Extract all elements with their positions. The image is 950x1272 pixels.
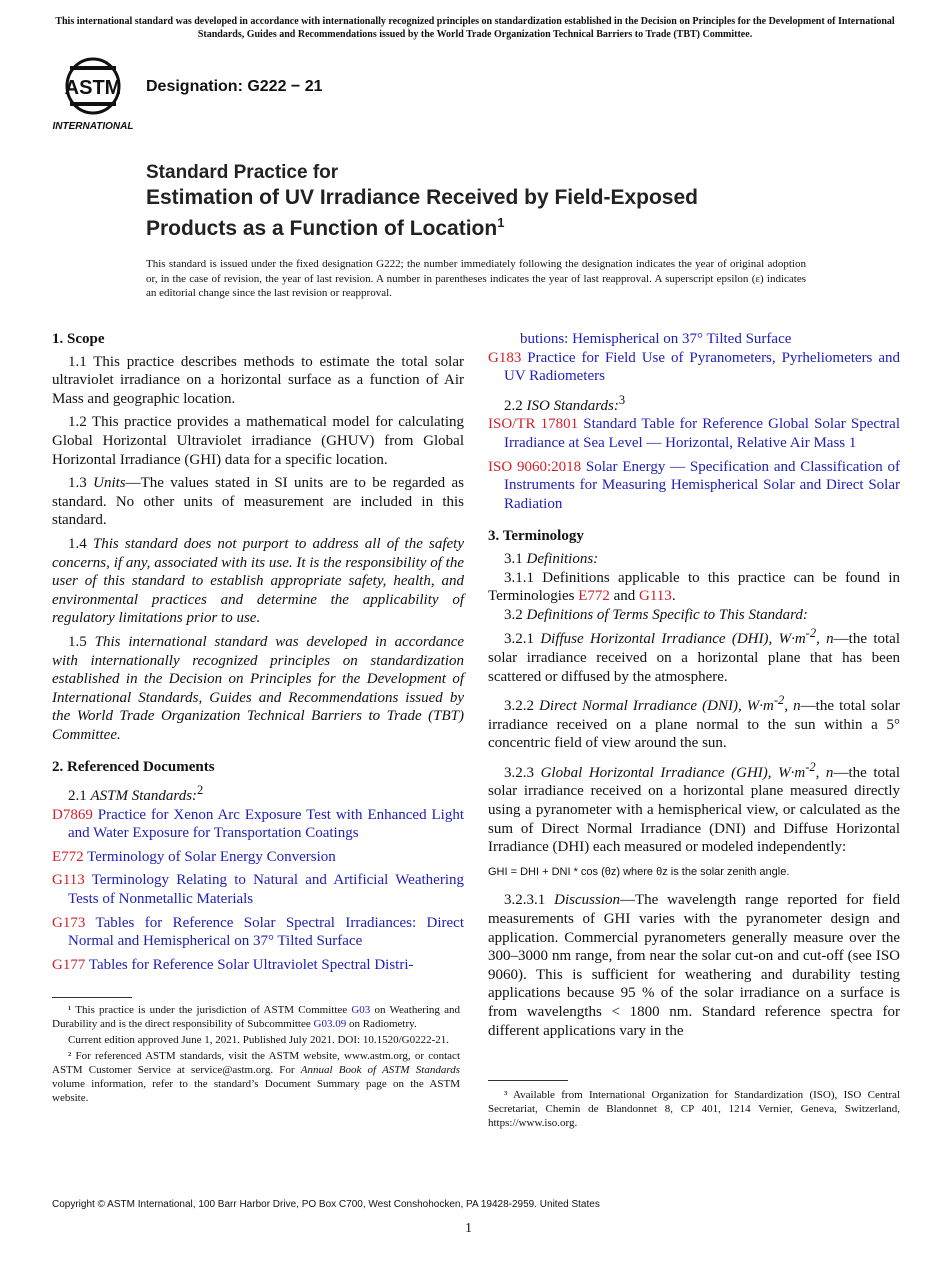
title-line-2: Estimation of UV Irradiance Received by Field-Exposed	[146, 186, 698, 209]
copyright: Copyright © ASTM International, 100 Barr Harbor Drive, PO Box C700, West Conshohocken, PA 19428-2959. United States	[52, 1199, 600, 1210]
para-text: —The values stated in SI units are to be regarded as standard. No other units of measurement are included in this standard.	[52, 475, 465, 529]
para-2-1	[52, 781, 464, 806]
para-2-2	[488, 391, 900, 416]
para-3-2-3: 3.2.3 Global Horizontal Irradiance (GHI), $W\cdot m^{-2}$, n—the total solar irradiance received on a horizontal plane measured directly using a pyranometer with a hemispherical view, or calculated as the sum of Direct Normal Irradiance (DNI) and Diffuse Horizontal Irradiance (DHI) each measured or modeled independently:	[488, 759, 900, 856]
ref-g173	[52, 914, 464, 951]
para-3-1: 3.1 Definitions:	[504, 550, 599, 567]
terminology-heading: 3. Terminology	[488, 528, 584, 545]
logo-sub: INTERNATIONAL	[52, 121, 134, 132]
ref-link-title[interactable]: Practice for Xenon Arc Exposure Test with Enhanced Light and Water Exposure for Transportation Coatings	[68, 806, 465, 842]
ref-link-title[interactable]: Tables for Reference Solar Ultraviolet Spectral Distri-	[88, 956, 414, 973]
astm-logo-icon	[52, 56, 134, 132]
para-1-5	[52, 633, 464, 745]
footnote-3-text: ³ Available from International Organization for Standardization (ISO), ISO Central Secretariat, Chemin de Blandonnet 8, CP 401, 1214 Vernier, Geneva, Switzerland, https://www.iso.org.	[488, 1089, 900, 1129]
iso-standards-label: ISO Standards:	[526, 397, 619, 414]
para-1-2: 1.2 This practice provides a mathematical model for calculating Global Horizontal Ultraviolet irradiance (GHUV) from Global Horizontal Irradiance (GHI) data for a specific location.	[52, 414, 464, 468]
title-footnote-mark: 1	[497, 215, 505, 230]
ref-g183	[488, 349, 900, 386]
para-num: 1.3	[68, 475, 94, 492]
footnote-edition: Current edition approved June 1, 2021. Published July 2021. DOI: 10.1520/G0222-21.	[68, 1034, 449, 1046]
refdocs-heading: 2. Referenced Documents	[52, 759, 215, 776]
ref-link-code[interactable]: G173	[52, 914, 86, 931]
ref-link-title[interactable]: Tables for Reference Solar Spectral Irradiances: Direct Normal and Hemispherical on 37° Tilted Surface	[68, 914, 464, 950]
para-1-3	[52, 474, 464, 530]
ref-iso-17801	[488, 415, 900, 452]
footnote-mark: 2	[197, 783, 204, 798]
para-num: 2.2	[504, 397, 527, 414]
footnote-3	[488, 1088, 900, 1132]
title-line-3: Products as a Function of Location	[146, 217, 498, 240]
footnote-rule-left	[52, 997, 132, 998]
tbt-text: This international standard was developed in accordance with internationally recognized principles on standardization established in the Decision on Principles for the Development of International Standards, Guides and Recommendations issued by the World Trade Organization Technical Barriers to Trade (TBT) Committee.	[52, 633, 465, 743]
ref-link-code[interactable]: ISO 9060:2018	[488, 458, 582, 475]
designation-intro: This standard is issued under the fixed designation G222; the number immediately following the designation indicates the year of original adoption or, in the case of revision, the year of last revision. A number in parentheses indicates the year of last reapproval. A superscript epsilon (ε) indicates an editorial change since the last revision or reapproval.	[146, 258, 806, 299]
ref-g177	[52, 956, 464, 975]
para-1-4	[52, 535, 464, 628]
para-3-2-1: 3.2.1 Diffuse Horizontal Irradiance (DHI), $W\cdot m^{-2}$, n—the total solar irradiance received on a horizontal plane that has been scattered or diffused by the atmosphere.	[488, 626, 900, 685]
footnote-1: ¹ This practice is under the jurisdiction of ASTM Committee G03 on Weathering and Durability and is the direct responsibility of Subcommittee G03.09 on Radiometry.	[52, 1004, 461, 1030]
g03-link[interactable]: G03	[351, 1004, 371, 1016]
para-num: 2.1	[68, 788, 91, 805]
footnote-2: ² For referenced ASTM standards, visit the ASTM website, www.astm.org, or contact ASTM Customer Service at service@astm.org. For Annual Book of ASTM Standards volume information, refer to the standard’s Document Summary page on the ASTM website.	[52, 1050, 460, 1104]
ref-link-code[interactable]: G183	[488, 349, 522, 366]
ref-link-title[interactable]: Terminology of Solar Energy Conversion	[87, 848, 336, 865]
para-3-1-1: 3.1.1 Definitions applicable to this practice can be found in Terminologies E772 and G113.	[488, 569, 900, 605]
ref-link-title[interactable]: Solar Energy — Specification and Classification of Instruments for Measuring Hemispherical Solar and Direct Solar Radiation	[504, 458, 901, 512]
ref-link-title[interactable]: Terminology Relating to Natural and Artificial Weathering Tests of Nonmetallic Materials	[68, 872, 464, 908]
e772-link[interactable]: E772	[578, 588, 610, 605]
logo-text: ASTM	[64, 77, 122, 99]
footnote-rule-right	[488, 1080, 568, 1081]
ref-e772	[52, 848, 464, 867]
title-line-1: Standard Practice for	[146, 162, 339, 183]
document-title	[146, 161, 866, 241]
ghi-formula: GHI = DHI + DNI * cos (θz) where θz is the solar zenith angle.	[488, 865, 790, 878]
tbt-notice: This international standard was developed in accordance with internationally recognized principles on standardization established in the Decision on Principles for the Development of International Standards, Guides and Recommendations issued by the World Trade Organization Technical Barriers to Trade (TBT) Committee.	[55, 16, 895, 40]
astm-logo	[52, 56, 134, 132]
annual-book-title: Annual Book of ASTM Standards	[300, 1064, 460, 1076]
g113-link[interactable]: G113	[639, 588, 672, 605]
ref-link-code[interactable]: G113	[52, 872, 85, 889]
ref-link-code[interactable]: G177	[52, 956, 86, 973]
left-column	[52, 330, 464, 979]
ref-link-code[interactable]: ISO/TR 17801	[488, 416, 579, 433]
ref-g177-cont	[488, 330, 900, 349]
ref-link-title[interactable]: Standard Table for Reference Global Solar Spectral Irradiance at Sea Level — Horizontal, Relative Air Mass 1	[504, 416, 900, 451]
ref-link-title[interactable]: butions: Hemispherical on 37° Tilted Surface	[520, 331, 792, 347]
designation: Designation: G222 − 21	[146, 78, 323, 95]
page-number: 1	[465, 1221, 472, 1236]
para-3-2-2: 3.2.2 Direct Normal Irradiance (DNI), $W\cdot m^{-2}$, n—the total solar irradiance received on a plane normal to the sun within a 5° concentric field of view around the sun.	[488, 693, 900, 752]
ref-d7869	[52, 806, 464, 843]
safety-text: This standard does not purport to address all of the safety concerns, if any, associated with its use. It is the responsibility of the user of this standard to establish appropriate safety, health, and environmental practices and determine the applicability of regulatory limitations prior to use.	[52, 535, 465, 627]
para-1-1: 1.1 This practice describes methods to estimate the total solar ultraviolet irradiance on a horizontal surface as a function of Air Mass and geographic location.	[52, 353, 464, 407]
para-num: 1.4	[68, 535, 93, 552]
ref-link-title[interactable]: Practice for Field Use of Pyranometers, Pyrheliometers and UV Radiometers	[504, 349, 900, 385]
footnotes-left	[52, 1003, 460, 1107]
para-3-2: 3.2 Definitions of Terms Specific to This Standard:	[504, 606, 808, 623]
g0309-link[interactable]: G03.09	[313, 1018, 347, 1030]
ref-g113	[52, 871, 464, 908]
ref-link-code[interactable]: E772	[52, 848, 84, 865]
footnote-mark: 3	[618, 392, 626, 407]
para-num: 1.5	[68, 633, 95, 650]
astm-standards-label: ASTM Standards:	[90, 788, 198, 805]
ref-iso-9060	[488, 458, 900, 514]
ref-link-code[interactable]: D7869	[52, 806, 93, 823]
right-column	[488, 330, 900, 1045]
units-label: Units	[93, 475, 126, 492]
scope-heading: 1. Scope	[52, 331, 105, 347]
para-3-2-3-1: 3.2.3.1 Discussion—The wavelength range reported for field measurements of GHI varies with the pyranometer design and application. Commercial pyranometers generally measure over the 300–3000 nm range, from near the solar cut-on and cut-off (see ISO 9060). This is sufficient for weathering and durability testing applications because 95 % of the solar irradiance on a surface is from wavelengths < 1800 nm. Standard reference spectra for different applications vary in the	[488, 892, 901, 1039]
